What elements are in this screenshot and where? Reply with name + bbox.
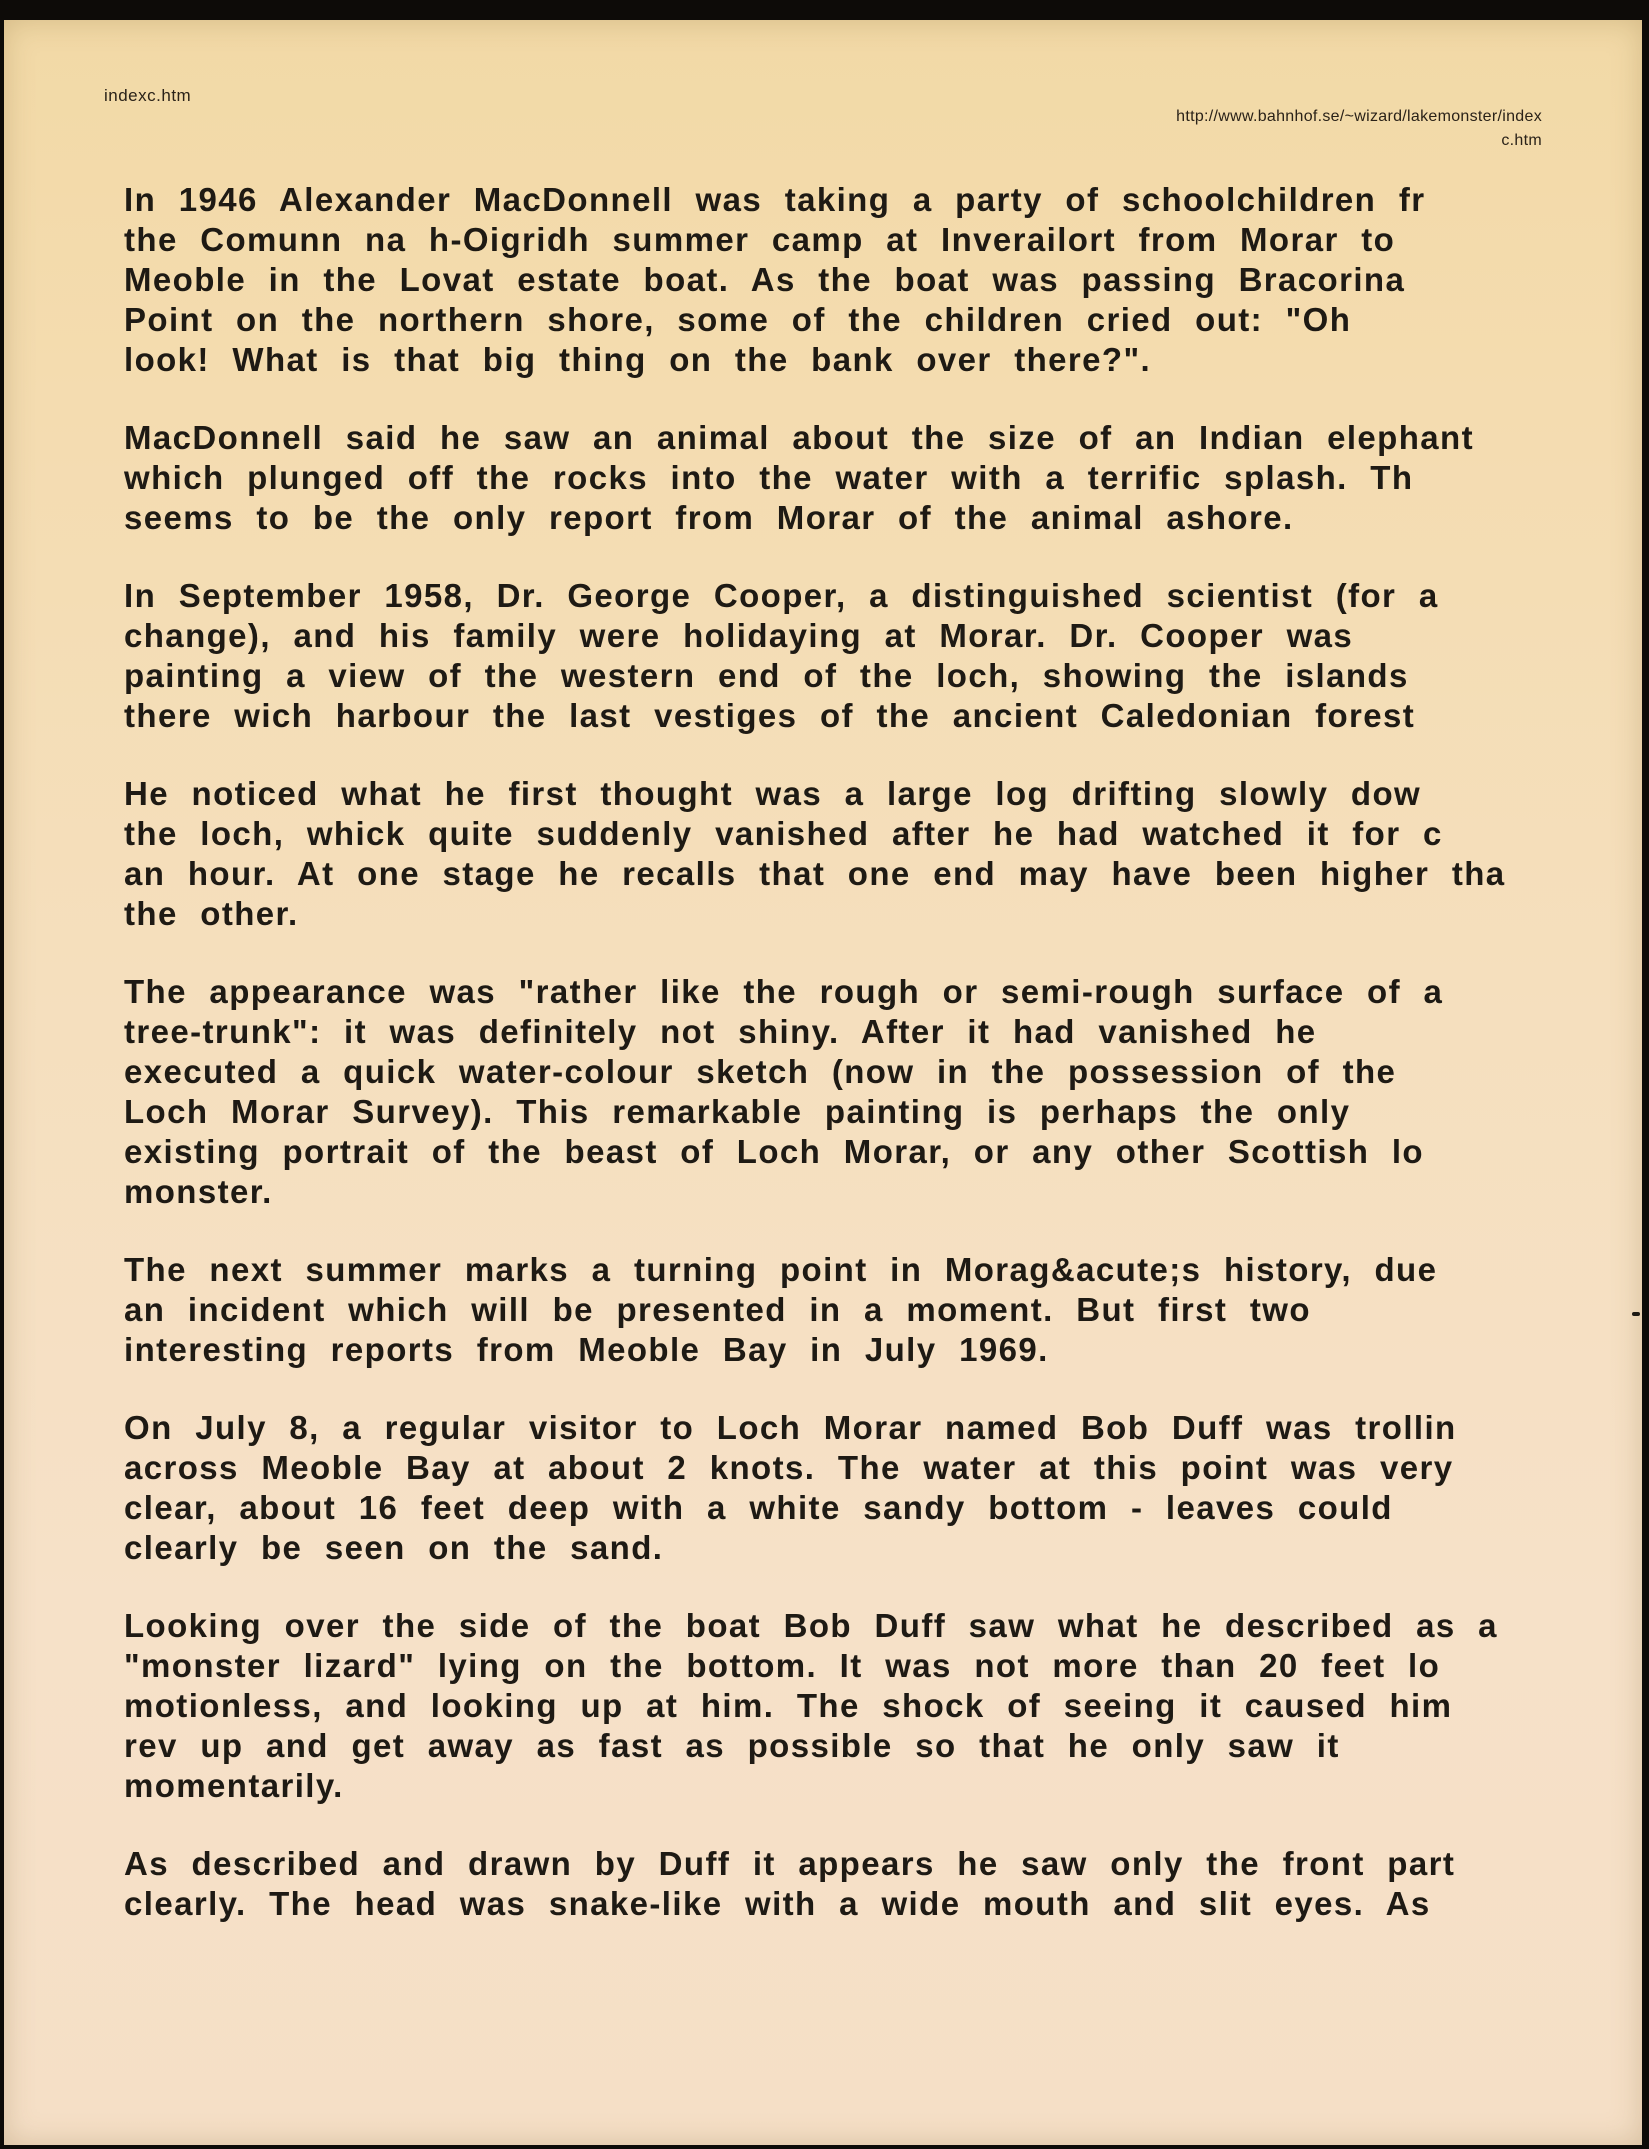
header-url xyxy=(1022,105,1542,153)
text-line: motionless, and looking up at him. The shock of seeing it caused him xyxy=(124,1687,1453,1724)
text-line: rev up and get away as fast as possible so that he only saw it xyxy=(124,1727,1340,1764)
text-line: He noticed what he first thought was a large log drifting slowly dow xyxy=(124,775,1422,812)
text-line: interesting reports from Meoble Bay in July 1969. xyxy=(124,1331,1049,1368)
article-body xyxy=(124,180,1564,1962)
text-line: tree-trunk": it was definitely not shiny. After it had vanished he xyxy=(124,1013,1317,1050)
text-line: The appearance was "rather like the rough or semi-rough surface of a xyxy=(124,973,1444,1010)
text-line: Meoble in the Lovat estate boat. As the boat was passing Bracorina xyxy=(124,261,1406,298)
paragraph xyxy=(124,418,1564,538)
text-line: seems to be the only report from Morar of the animal ashore. xyxy=(124,499,1294,536)
header-url-line-1: http://www.bahnhof.se/~wizard/lakemonster/index xyxy=(1176,108,1542,125)
text-line: an hour. At one stage he recalls that one end may have been higher tha xyxy=(124,855,1506,892)
text-line: In 1946 Alexander MacDonnell was taking a party of schoolchildren fr xyxy=(124,181,1426,218)
text-line: clear, about 16 feet deep with a white sandy bottom - leaves could xyxy=(124,1489,1393,1526)
text-line: existing portrait of the beast of Loch Morar, or any other Scottish lo xyxy=(124,1133,1424,1170)
edge-speck xyxy=(1632,1312,1640,1316)
text-line: The next summer marks a turning point in Morag&acute;s history, due xyxy=(124,1251,1438,1288)
paragraph xyxy=(124,180,1564,380)
text-line: the Comunn na h-Oigridh summer camp at Inverailort from Morar to xyxy=(124,221,1396,258)
text-line: across Meoble Bay at about 2 knots. The water at this point was very xyxy=(124,1449,1454,1486)
text-line: MacDonnell said he saw an animal about the size of an Indian elephant xyxy=(124,419,1474,456)
header-filename: indexc.htm xyxy=(104,86,192,105)
text-line: Loch Morar Survey). This remarkable painting is perhaps the only xyxy=(124,1093,1351,1130)
text-line: painting a view of the western end of the loch, showing the islands xyxy=(124,657,1409,694)
text-line: the loch, whick quite suddenly vanished after he had watched it for c xyxy=(124,815,1443,852)
text-line: Looking over the side of the boat Bob Duff saw what he described as a xyxy=(124,1607,1498,1644)
text-line: an incident which will be presented in a moment. But first two xyxy=(124,1291,1311,1328)
text-line: there wich harbour the last vestiges of the ancient Caledonian forest xyxy=(124,697,1416,734)
paragraph xyxy=(124,576,1564,736)
text-line: executed a quick water-colour sketch (now in the possession of the xyxy=(124,1053,1397,1090)
text-line: Point on the northern shore, some of the children cried out: "Oh xyxy=(124,301,1352,338)
text-line: momentarily. xyxy=(124,1767,344,1804)
paragraph xyxy=(124,1606,1564,1806)
text-line: As described and drawn by Duff it appears he saw only the front part xyxy=(124,1845,1456,1882)
paragraph xyxy=(124,1844,1564,1924)
paragraph xyxy=(124,1408,1564,1568)
text-line: look! What is that big thing on the bank over there?". xyxy=(124,341,1152,378)
text-line: change), and his family were holidaying at Morar. Dr. Cooper was xyxy=(124,617,1354,654)
text-line: the other. xyxy=(124,895,299,932)
text-line: On July 8, a regular visitor to Loch Morar named Bob Duff was trollin xyxy=(124,1409,1457,1446)
document-page xyxy=(4,20,1642,2145)
paragraph xyxy=(124,972,1564,1212)
text-line: In September 1958, Dr. George Cooper, a distinguished scientist (for a xyxy=(124,577,1439,614)
text-line: clearly be seen on the sand. xyxy=(124,1529,664,1566)
paragraph xyxy=(124,1250,1564,1370)
text-line: "monster lizard" lying on the bottom. It was not more than 20 feet lo xyxy=(124,1647,1441,1684)
text-line: monster. xyxy=(124,1173,273,1210)
paragraph xyxy=(124,774,1564,934)
header-url-line-2: c.htm xyxy=(1501,132,1542,149)
text-line: which plunged off the rocks into the water with a terrific splash. Th xyxy=(124,459,1414,496)
text-line: clearly. The head was snake-like with a wide mouth and slit eyes. As xyxy=(124,1885,1431,1922)
